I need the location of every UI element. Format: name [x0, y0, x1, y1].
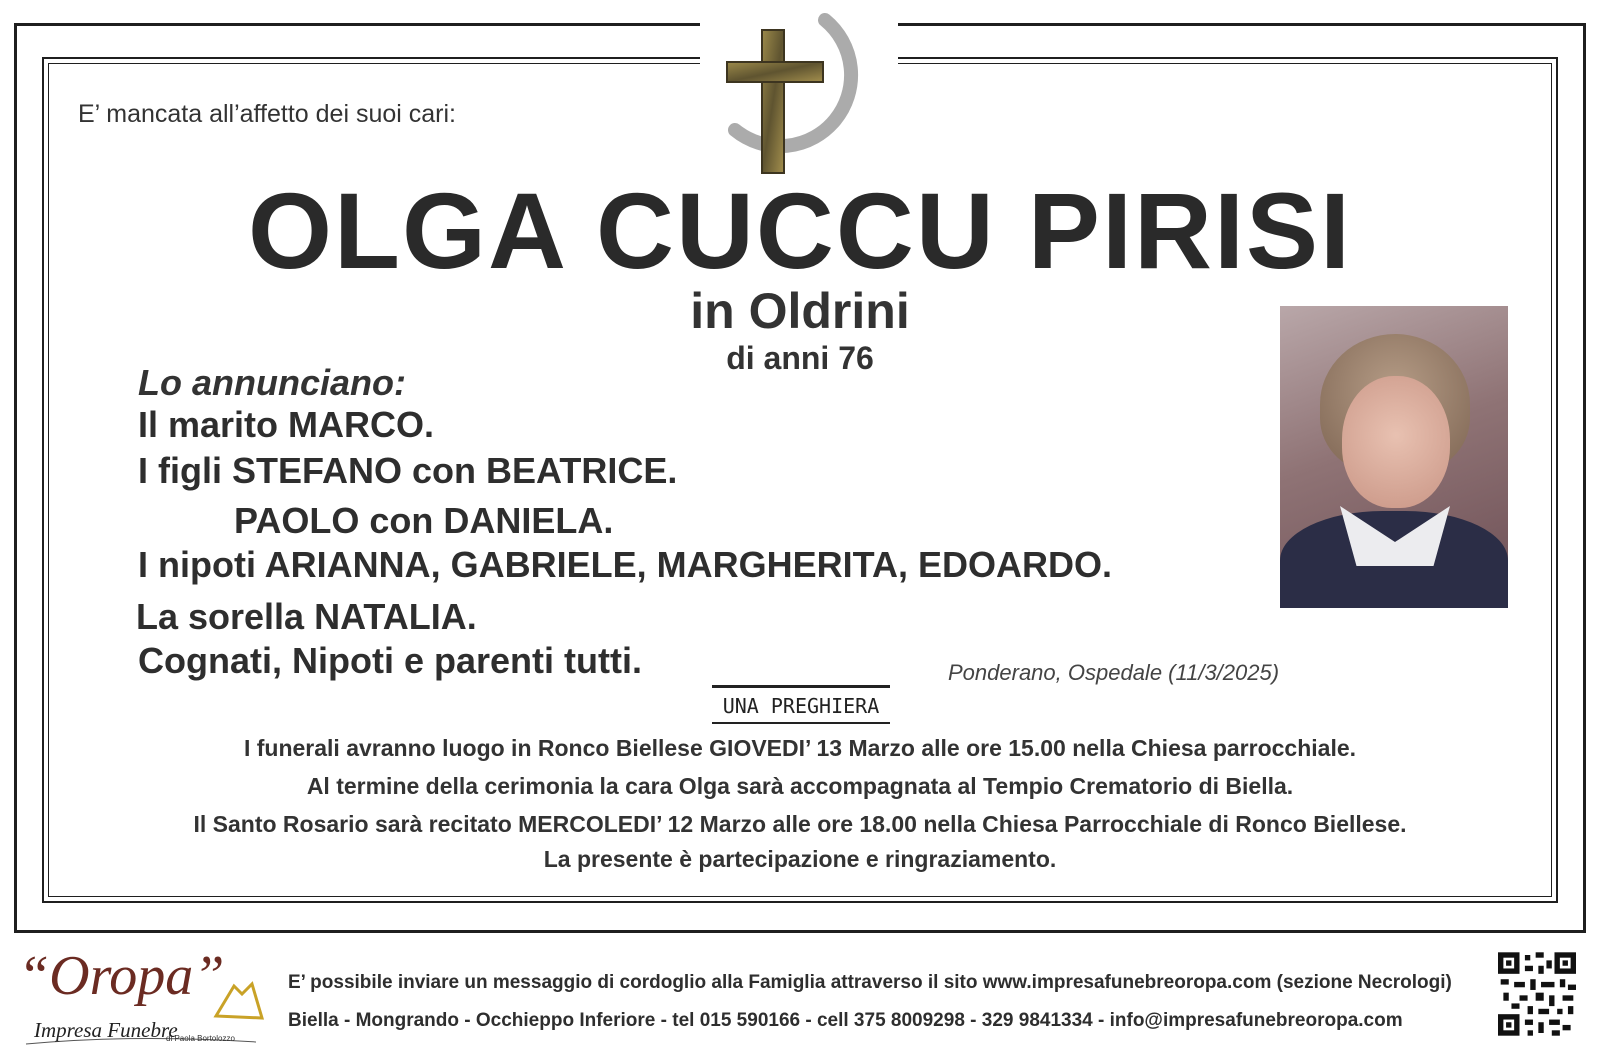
married-name: in Oldrini [690, 283, 910, 339]
logo-small-text: di Paola Bortolozzo [166, 1034, 235, 1043]
info-line: La presente è partecipazione e ringraziamento. [543, 846, 1057, 872]
qr-code-icon [1498, 952, 1576, 1036]
age-text: di anni 76 [726, 340, 874, 376]
deceased-name: OLGA CUCCU PIRISI [247, 170, 1353, 291]
place-date: Ponderano, Ospedale (11/3/2025) [948, 660, 1280, 685]
family-line: Cognati, Nipoti e parenti tutti. [138, 640, 642, 681]
family-line: Il marito MARCO. [138, 404, 435, 445]
family-line: PAOLO con DANIELA. [234, 500, 614, 541]
prayer-label: UNA PREGHIERA [722, 694, 880, 718]
family-line: La sorella NATALIA. [136, 596, 477, 637]
family-line: I figli STEFANO con BEATRICE. [138, 450, 678, 491]
cross-icon [725, 12, 875, 177]
info-line: Il Santo Rosario sarà recitato MERCOLEDI’ 12 Marzo alle ore 18.00 nella Chiesa Parrocchiale di Ronco Biellese. [193, 811, 1407, 837]
prayer-rule-bottom [712, 722, 890, 724]
prayer-rule-top [712, 685, 890, 688]
portrait-photo [1280, 306, 1508, 608]
announce-label: Lo annunciano: [138, 362, 406, 403]
logo-subtitle: Impresa Funebre [34, 1018, 178, 1042]
family-line: I nipoti ARIANNA, GABRIELE, MARGHERITA, EDOARDO. [138, 544, 1112, 585]
footer-message: E’ possibile inviare un messaggio di cordoglio alla Famiglia attraverso il sito www.impresafunebreoropa.com (sezione Necrologi) [288, 972, 1452, 993]
info-line: Al termine della cerimonia la cara Olga sarà accompagnata al Tempio Crematorio di Biella. [306, 773, 1294, 799]
intro-text: E’ mancata all’affetto dei suoi cari: [78, 100, 456, 128]
info-line: I funerali avranno luogo in Ronco Biellese GIOVEDI’ 13 Marzo alle ore 15.00 nella Chiesa parrocchiale. [243, 735, 1357, 761]
logo-wordmark: “Oropa” [18, 945, 225, 1007]
footer-contacts: Biella - Mongrando - Occhieppo Inferiore - tel 015 590166 - cell 375 8009298 - 329 9841334 - info@impresafunebreoropa.com [288, 1010, 1403, 1031]
